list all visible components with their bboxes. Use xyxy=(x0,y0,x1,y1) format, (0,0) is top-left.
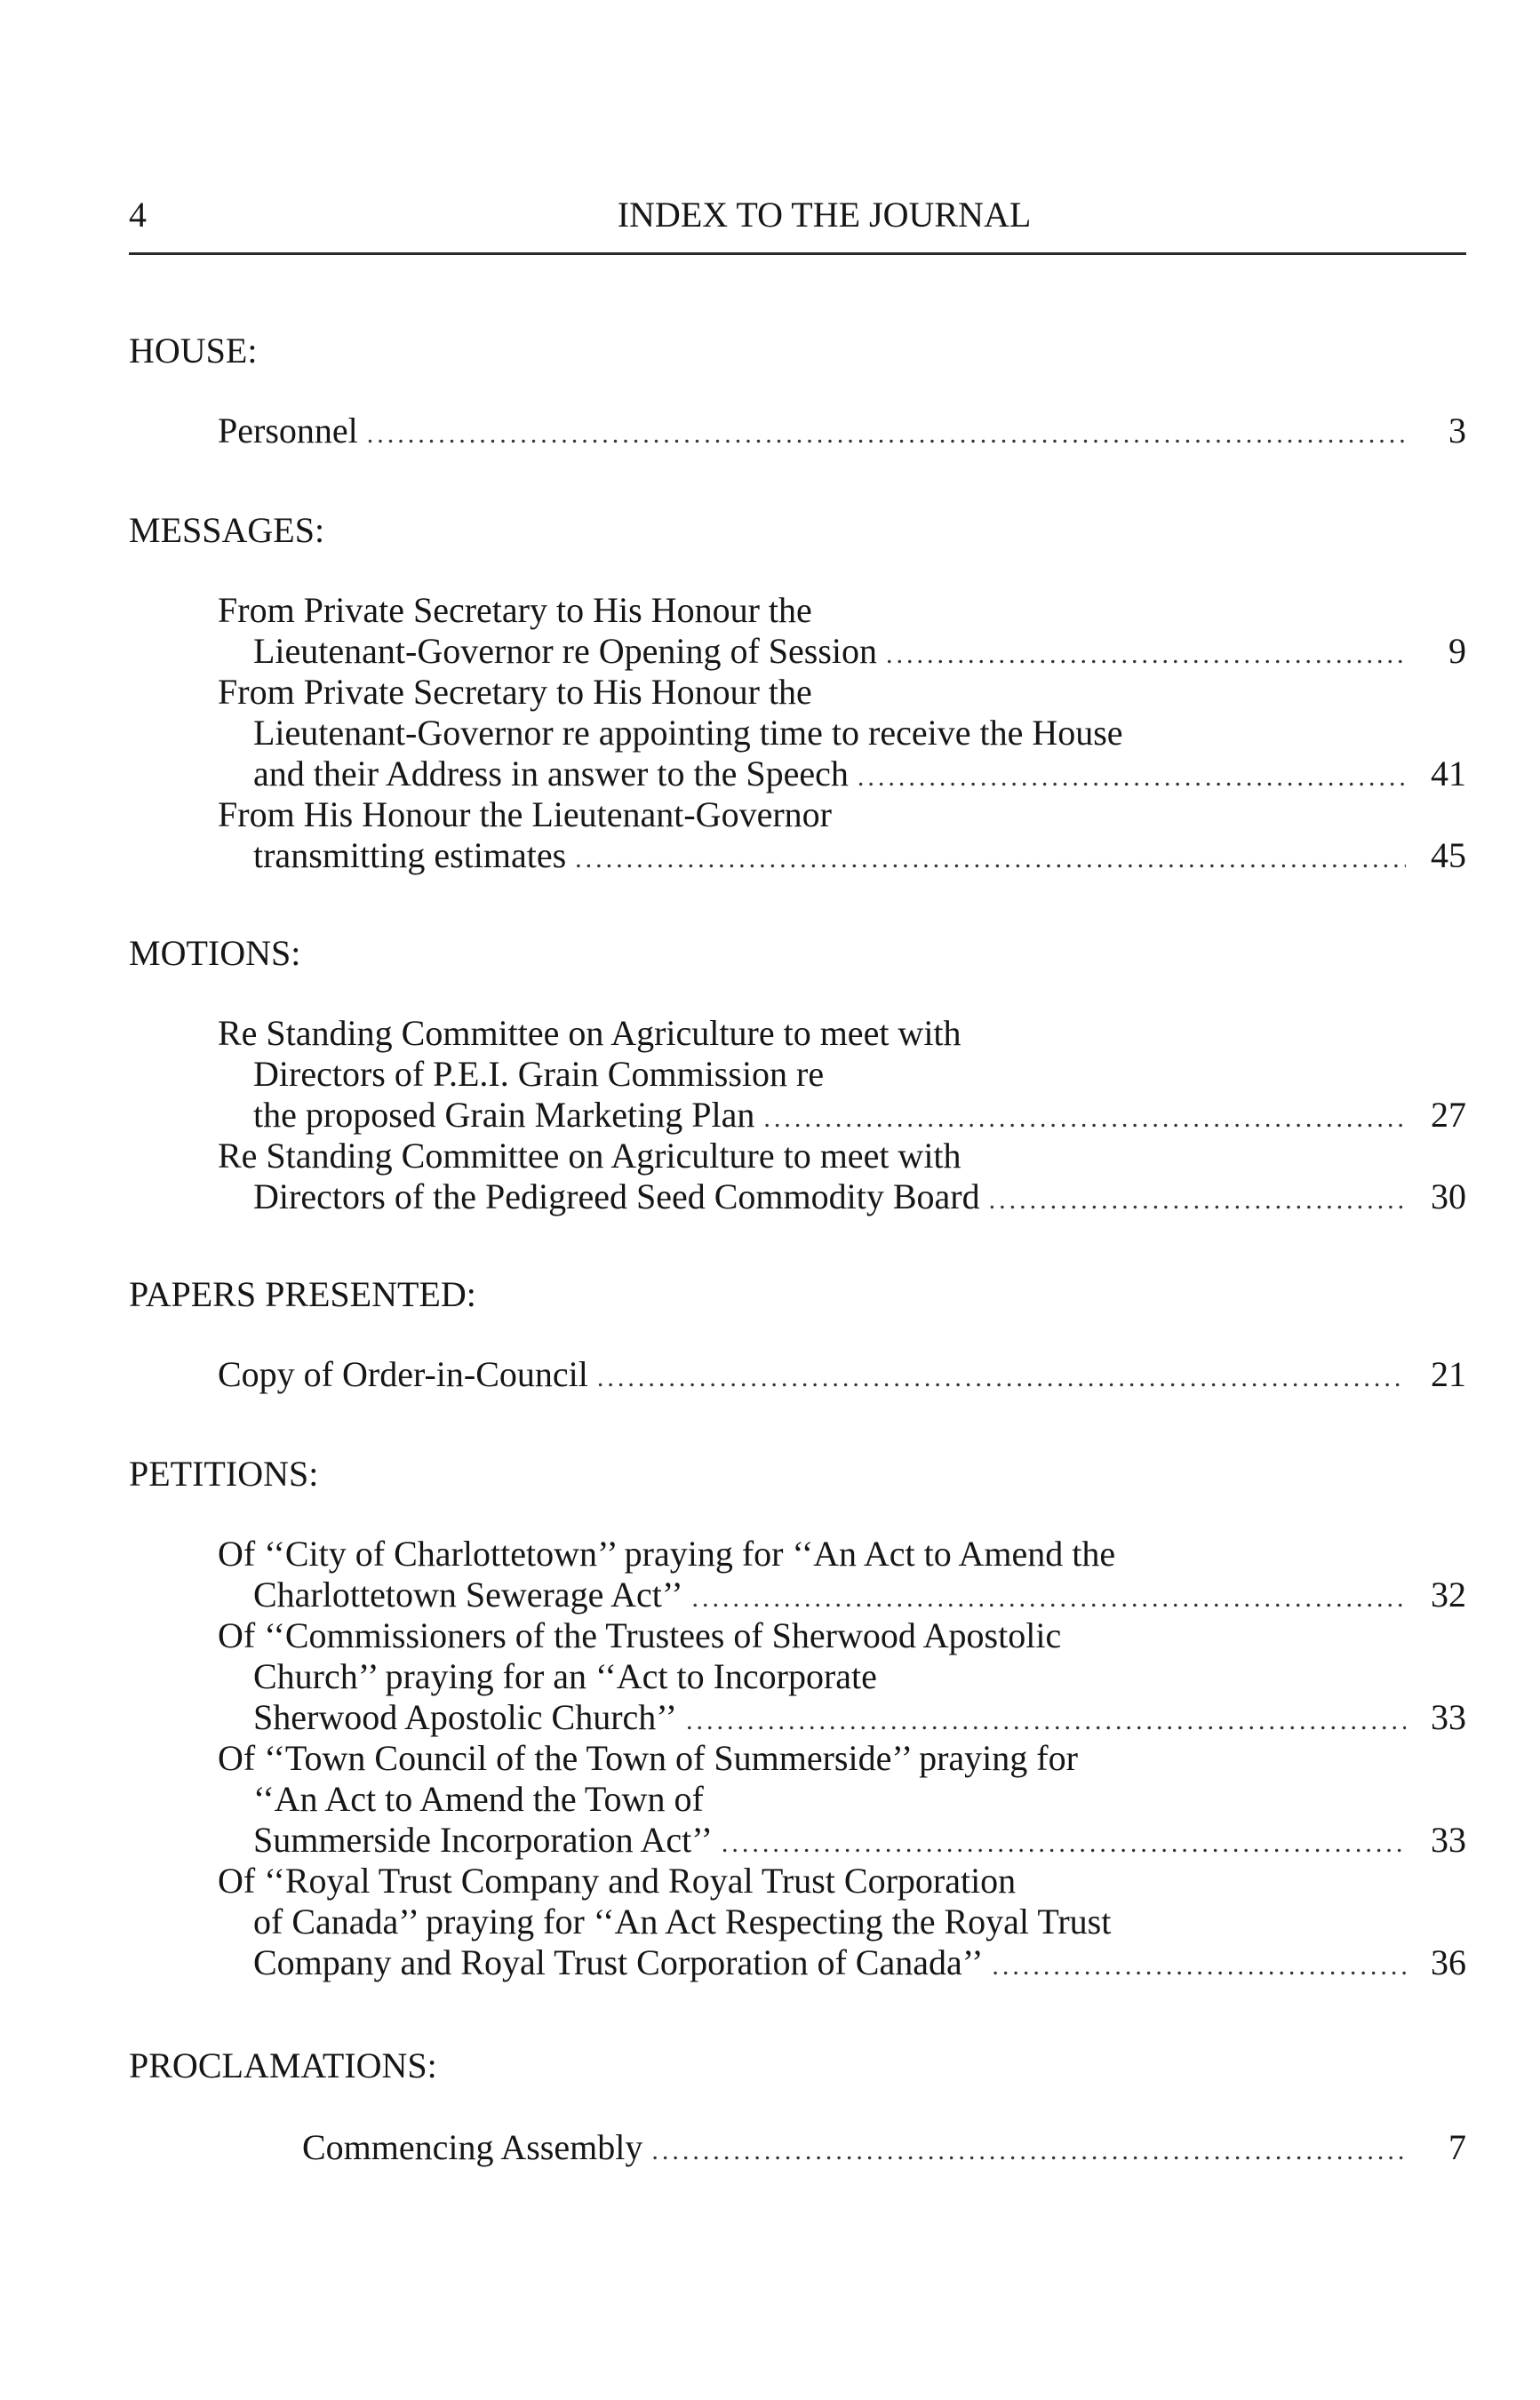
entry-page-number: 45 xyxy=(1431,835,1466,875)
entry-text: transmitting estimates xyxy=(253,835,567,875)
entry-page-number: 9 xyxy=(1448,631,1466,671)
entry-text: Commencing Assembly xyxy=(302,2127,643,2167)
entry-final-line xyxy=(253,1942,1466,1987)
entry-line: Of ‘‘Royal Trust Company and Royal Trust Corporation xyxy=(218,1861,1017,1901)
entry-line: of Canada’’ praying for ‘‘An Act Respecting the Royal Trust xyxy=(253,1902,1112,1942)
page-number: 4 xyxy=(129,195,147,235)
entry-line: Directors of P.E.I. Grain Commission re xyxy=(253,1054,825,1094)
entry-line: From Private Secretary to His Honour the xyxy=(218,672,812,712)
dot-leader xyxy=(858,757,1406,798)
entry-text: Directors of the Pedigreed Seed Commodity Board xyxy=(253,1176,980,1216)
dot-leader xyxy=(989,1180,1406,1221)
entry-text: and their Address in answer to the Speech xyxy=(253,753,849,793)
entry-final-line xyxy=(253,1697,1466,1742)
entry-final-line xyxy=(253,1820,1466,1864)
dot-leader xyxy=(763,1098,1406,1139)
entry-text: Sherwood Apostolic Church’’ xyxy=(253,1697,677,1737)
entry-line: Church’’ praying for an ‘‘Act to Incorporate xyxy=(253,1656,877,1696)
dot-leader xyxy=(575,839,1406,880)
entry-page-number: 30 xyxy=(1431,1176,1466,1216)
section-heading-messages: MESSAGES: xyxy=(129,510,325,550)
dot-leader xyxy=(992,1946,1406,1987)
entry-page-number: 41 xyxy=(1431,753,1466,793)
running-title: INDEX TO THE JOURNAL xyxy=(617,195,1032,235)
entry-line: Re Standing Committee on Agriculture to meet with xyxy=(218,1013,962,1053)
entry-page-number: 3 xyxy=(1448,411,1466,450)
section-heading-papers-presented: PAPERS PRESENTED: xyxy=(129,1274,476,1314)
entry-line: From Private Secretary to His Honour the xyxy=(218,590,812,630)
entry-text: Charlottetown Sewerage Act’’ xyxy=(253,1575,683,1615)
section-heading-petitions: PETITIONS: xyxy=(129,1454,319,1494)
section-heading-motions: MOTIONS: xyxy=(129,933,301,973)
header-rule xyxy=(129,252,1466,255)
dot-leader xyxy=(651,2131,1406,2172)
entry-line: Of ‘‘City of Charlottetown’’ praying for ‘‘An Act to Amend the xyxy=(218,1534,1116,1574)
entry-final-line xyxy=(253,1176,1466,1221)
entry-text: Company and Royal Trust Corporation of Canada’’ xyxy=(253,1942,984,1982)
dot-leader xyxy=(886,634,1406,675)
entry-page-number: 36 xyxy=(1431,1942,1466,1982)
entry-final-line xyxy=(253,631,1466,675)
index-entry xyxy=(302,2127,1466,2172)
entry-text: Summerside Incorporation Act’’ xyxy=(253,1820,713,1860)
entry-final-line xyxy=(253,753,1466,798)
index-entry xyxy=(218,1354,1466,1399)
entry-text: the proposed Grain Marketing Plan xyxy=(253,1095,755,1135)
entry-final-line xyxy=(253,835,1466,880)
entry-final-line xyxy=(253,1575,1466,1619)
dot-leader xyxy=(597,1358,1406,1399)
entry-page-number: 33 xyxy=(1431,1697,1466,1737)
entry-line: Re Standing Committee on Agriculture to meet with xyxy=(218,1136,962,1176)
entry-text: Lieutenant-Governor re Opening of Session xyxy=(253,631,878,671)
entry-page-number: 21 xyxy=(1431,1354,1466,1394)
entry-text: Copy of Order-in-Council xyxy=(218,1354,588,1394)
entry-page-number: 32 xyxy=(1431,1575,1466,1615)
page-header xyxy=(129,188,1466,242)
entry-final-line xyxy=(253,1095,1466,1139)
entry-line: Of ‘‘Commissioners of the Trustees of Sherwood Apostolic xyxy=(218,1615,1062,1655)
index-entry xyxy=(218,411,1466,455)
entry-page-number: 33 xyxy=(1431,1820,1466,1860)
dot-leader xyxy=(367,414,1406,455)
dot-leader xyxy=(692,1578,1406,1619)
entry-page-number: 7 xyxy=(1448,2127,1466,2167)
section-heading-proclamations: PROCLAMATIONS: xyxy=(129,2045,437,2085)
section-heading-house: HOUSE: xyxy=(129,331,258,371)
dot-leader xyxy=(722,1823,1406,1864)
entry-line: Of ‘‘Town Council of the Town of Summerside’’ praying for xyxy=(218,1738,1078,1778)
entry-page-number: 27 xyxy=(1431,1095,1466,1135)
entry-line: ‘‘An Act to Amend the Town of xyxy=(253,1779,704,1819)
dot-leader xyxy=(686,1701,1406,1742)
entry-text: Personnel xyxy=(218,411,358,450)
entry-line: From His Honour the Lieutenant-Governor xyxy=(218,794,832,834)
entry-line: Lieutenant-Governor re appointing time to receive the House xyxy=(253,713,1123,753)
